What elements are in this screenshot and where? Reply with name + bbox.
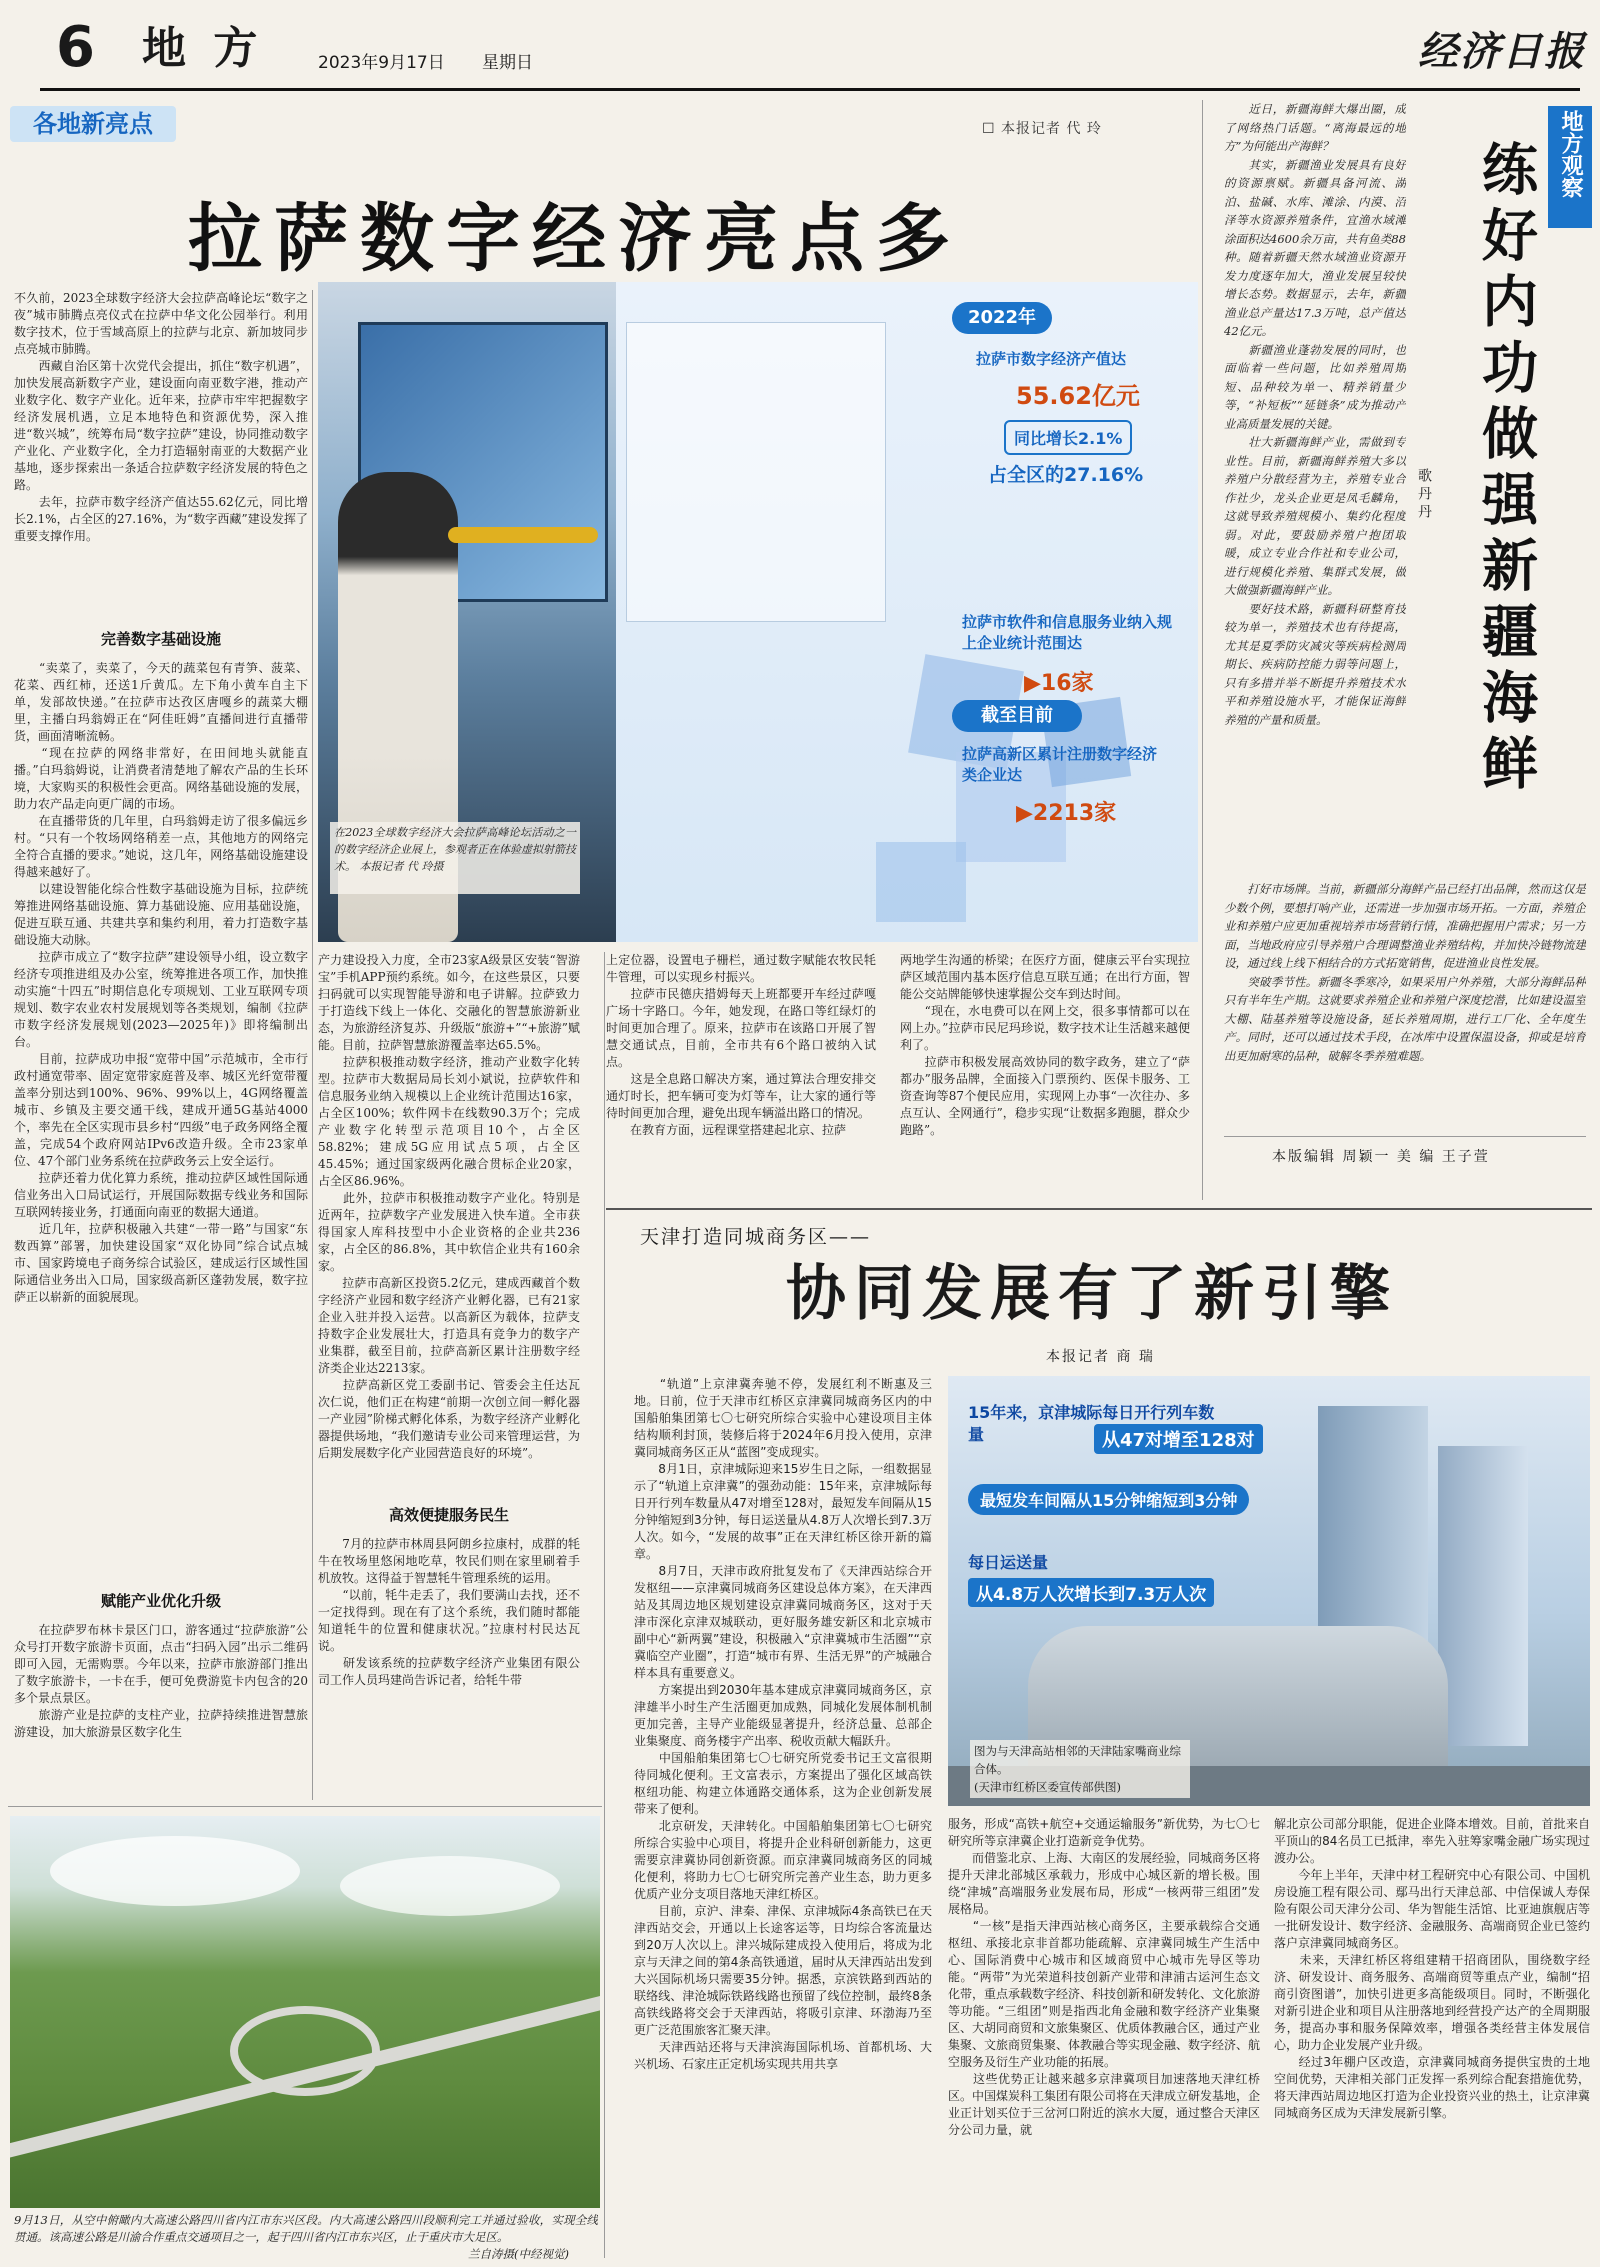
highway-interchange	[230, 2006, 380, 2096]
map-panel	[626, 322, 886, 622]
bow-prop	[448, 527, 598, 543]
article2-col1: “轨道”上京津冀奔驰不停，发展红利不断惠及三地。日前，位于天津市红桥区京津冀同城商务区内的中国船舶集团第七〇七研究所综合实验中心建设项目主体结构顺利封顶，装修后将于2024年6月投入使用，京津冀同城商务区正从“蓝图”变成现实。 8月1日，京津城际迎来15岁生日之际，一组数据显示了“轨道上京津冀”的强劲动能：15年来，京津城际每日开行列车数量从47对增至128对，最短发车间隔从15分钟缩短到3分钟，每日运送量从4.8万人次增长到7.3万人次。如今，“发展的故事”正在天津红桥区徐开新的篇章。 8月7日，天津市政府批复发布了《天津西站综合开发枢纽——京津冀同城商务区建设总体方案》，在天津西站及其周边地区规划建设京津冀同城商务区，这对于天津市深化京津双城联动，更好服务雄安新区和北京城市副中心“新两翼”建设，积极融入“京津冀城市生活圈”“京冀临空产业圈”，打造“城市有界、生活无界”的产城融合样本具有重要意义。 方案提出到2030年基本建成京津冀同城商务区，京津雄半小时生产生活圈更加成熟，同城化发展体制机制更加完善，主导产业能级显著提升，经济总量、总部企业集聚度、商务楼宇产出率、税收贡献大幅跃升。 中国船舶集团第七〇七研究所党委书记王文富很期待同城化便利。王文富表示，方案提出了强化区域高铁枢纽功能、构建立体通路交通体系，这为企业创新发展带来了便利。 北京研发，天津转化。中国船舶集团第七〇七研究所综合实验中心项目，将提升企业科研创新能力，这更需要京津冀协同创新资源。而京津冀同城商务区的同城化便利，将助力七〇七研究所完善产业生态，助力更多优质产业分支项目落地天津红桥区。 目前，京沪、津秦、津保、京津城际4条高铁已在天津西站交会，开通以上长途客运等，日均综合客流量达到20万人次以上。津兴城际建成投入使用后，将成为北京与天津之间的第4条高铁通道，届时从天津西站出发到大兴国际机场只需要35分钟。据悉，京滨铁路到西站的联络线、津沧城际铁路线路也预留了线位控制，最终8条高铁线路将交会于天津西站，将吸引京津、环渤海乃至更广泛范围旅客汇聚天津。 天津西站还将与天津滨海国际机场、首都机场、大兴机场、石家庄正定机场实现共用共享	[634, 1377, 932, 2071]
article1-subhead-infrastructure: 完善数字基础设施	[100, 630, 221, 648]
article1-infographic	[616, 282, 1198, 942]
date-badge: 截至目前	[952, 700, 1082, 732]
paper-logo: 经济日报	[1418, 28, 1586, 75]
highway-photo	[10, 1816, 600, 2208]
article2-col3: 解北京公司部分职能，促进企业降本增效。目前，首批来自平顶山的84名员工已抵津，率先入驻筹家嘴金融广场实现过渡办公。 今年上半年，天津中材工程研究中心有限公司、中国机房设施工程有限公司、鄢马出行天津总部、中信保诚人寿保险有限公司天津分公司、华为智能生活馆、比亚迪旗舰店等一批研发设计、数字经济、金融服务、高端商贸企业已签约落户京津冀同城商务区。 未来，天津红桥区将组建精干招商团队，围绕数字经济、研发设计、商务服务、高端商贸等重点产业，编制“招商引资图谱”，加快引进更多高能级项目。同时，不断强化对新引进企业和项目从注册落地到经营投产达产的全周期服务，提高办事和服务保障效率，增强各类经营主体发展信心，助力企业发展产业升级。 经过3年棚户区改造，京津冀同城商务提供宝贵的土地空间优势，天津相关部门正发挥一系列综合配套措施优势，将天津西站周边地区打造为企业投资兴业的热土，让京津冀同城商务区成为天津发展新引擎。	[1274, 1817, 1590, 2120]
page-number: 6	[56, 15, 95, 80]
commentary-tag	[1548, 106, 1592, 228]
article1-subhead-industry: 赋能产业优化升级	[100, 1592, 221, 1610]
mist-cloud	[50, 1836, 300, 1906]
highway-photo-caption: 9月13日，从空中俯瞰内大高速公路四川省内江市东兴区段。内大高速公路四川段顺利完工并通过验收，实现全线贯通。该高速公路是川渝合作重点交通项目之一，起于四川省内江市东兴区，止于重庆市大足区。	[14, 2213, 598, 2244]
stat-software-label: 拉萨市软件和信息服务业纳入规上企业统计范围达	[962, 613, 1173, 652]
masthead-rule	[40, 88, 1580, 91]
column-divider	[312, 290, 313, 1800]
commentary-headline: 练好内功做强新疆海鲜	[1473, 140, 1538, 800]
commentary-tag-label: 地方观察	[1558, 110, 1583, 198]
year-badge: 2022年	[952, 302, 1052, 334]
article2-col2: 服务，形成“高铁+航空+交通运输服务”新优势，为七〇七研究所等京津冀企业打造新竞争优势。 而借鉴北京、上海、大南区的发展经验，同城商务区将提升天津北部城区承载力，形成中心城区新的增长极。围绕“津城”高端服务业发展布局，形成“一核两带三组团”发展格局。 “一核”是指天津西站核心商务区，主要承载综合交通枢纽、承接北京非首都功能疏解、京津冀同城生产生活中心、国际消费中心城市和区域商贸中心城市先导区等功能。“两带”为光荣道科技创新产业带和津浦古运河生态文化带，重点承载数字经济、科技创新和研发转化、文化旅游等功能。“三组团”则是指西北角金融和数字经济产业集聚区、大胡同商贸和文旅集聚区、优质体教融合区，通过产业集聚、文旅商贸集聚、体教融合等实现金融、数字经济、航空服务及衍生产业功能的拓展。 这些优势正让越来越多京津冀项目加速落地天津红桥区。中国煤炭科工集团有限公司将在天津成立研发基地，企业正计划买位于三岔河口附近的滨水大厦，通过整合天津区分公司力量，就	[948, 1817, 1260, 2137]
article1-col1-infrastructure: “卖菜了，卖菜了，今天的蔬菜包有青笋、菠菜、花菜、西红柿，还送1斤黄瓜。左下角小黄车自主下单，发部故快递。”在拉萨市达孜区唐嘎乡的蔬菜大棚里，主播白玛翁姆正在“阿佳旺姆”直播间进行直播带货，画面清晰流畅。 “现在拉萨的网络非常好，在田间地头就能直播。”白玛翁姆说，让消费者清楚地了解农产品的生长环境，大家购买的积极性会更高。网络基础设施的发展，助力农产品走向更广阔的市场。 在直播带货的几年里，白玛翁姆走访了很多偏远乡村。“只有一个牧场网络稍差一点，其他地方的网络完全符合直播的要求。”她说，这几年，网络基础设施建设得越来越好了。 以建设智能化综合性数字基础设施为目标，拉萨统筹推进网络基础设施、算力基础设施、应用基础设施，促进互联互通、共建共享和集约利用，着力打造数字基础设施大动脉。 拉萨市成立了“数字拉萨”建设领导小组，设立数字经济专项推进组及办公室，统筹推进各项工作，加快推动实施“十四五”时期信息化专项规划、工业互联网专项规划、数字农业农村发展规划等各类规划，编制《拉萨市数字经济发展规划(2023—2025年)》即将编制出台。 目前，拉萨成功申报“宽带中国”示范城市，全市行政村通宽带率、固定宽带家庭普及率、城区光纤宽带覆盖率分别达到100%、96%、99%以上，4G网络覆盖城市、乡镇及主要交通干线，建成开通5G基站4000个，率先在全区实现市县乡村“四级”电子政务网络全覆盖，完成54个政府网站IPv6改造升级。全市23家单位、47个部门业务系统在拉萨政务云上安全运行。 拉萨还着力优化算力系统，推动拉萨区域性国际通信业务出入口局试运行，开展国际数据专线业务和国际互联网转接业务，打通面向南亚的数据大通道。 近几年，拉萨积极融入共建“一带一路”与国家“东数西算”部署，加快建设国家“双化协同”综合试点城市、国家跨境电子商务综合试验区，建成运行区域性国际通信业务出入口局，国家级高新区蓬勃发展，数字拉萨正以崭新的面貌展现。	[14, 661, 308, 1304]
stat-enterprises-label: 拉萨高新区累计注册数字经济类企业达	[962, 745, 1158, 784]
article2-top-rule	[606, 1208, 1592, 1210]
stat-share-label: 占全区的27.16%	[988, 464, 1144, 486]
editor-line: 本版编辑 周颖一 美 编 王子萱	[1272, 1149, 1490, 1165]
issue-date: 2023年9月17日	[318, 53, 445, 73]
section-name: 地 方	[142, 23, 264, 74]
stat-passengers-value: 从4.8万人次增长到7.3万人次	[968, 1578, 1214, 1607]
column-divider	[1202, 100, 1203, 1200]
stat-passengers-head: 每日运送量	[968, 1553, 1049, 1572]
article1-reporter: ☐ 本报记者 代 玲	[982, 121, 1102, 137]
article2-headline: 协同发展有了新引擎	[786, 1259, 1398, 1329]
article2-photo-caption: 图为与天津高站相邻的天津陆家嘴商业综合体。 (天津市红桥区委宣传部供图)	[970, 1740, 1190, 1798]
article1-headline: 拉萨数字经济亮点多	[188, 196, 962, 282]
mist-cloud	[340, 1856, 560, 1916]
cube-decoration	[876, 842, 966, 922]
commentary-body-top: 近日，新疆海鲜大爆出圈，成了网络热门话题。“离海最远的地方”为何能出产海鲜？ 其实，新疆渔业发展具有良好的资源禀赋。新疆具备河流、湖泊、盐碱、水库、滩涂、内漠、沼泽等水资源养殖条件，宜渔水域滩涂面积达4600余万亩，共有鱼类88种。随着新疆天然水域渔业资源开发力度逐年加大，渔业发展呈较快增长态势。数据显示，去年，新疆渔业总产量达17.3万吨，总产值达42亿元。 新疆渔业蓬勃发展的同时，也面临着一些问题，比如养殖周期短、品种较为单一、精养销量少等，“补短板”“延链条”成为推动产业高质量发展的关键。 壮大新疆海鲜产业，需做到专业性。目前，新疆海鲜养殖大多以养殖户分散经营为主，养殖专业合作社少，龙头企业更是凤毛麟角，这就导致养殖规模小、集约化程度弱。对此，要鼓励养殖户抱团取暖，成立专业合作社和专业公司，进行规模化养殖、集群式发展，做大做强新疆海鲜产业。 要好技术路，新疆科研整育技较为单一，养殖技术也有待提高，尤其是夏季防灾减灾等疾病检测周期长、疾病防控能力弱等问题上，只有多措并举不断提升养殖技术水平和养殖设施水平，才能保证海鲜养殖的产量和质量。	[1224, 102, 1406, 727]
stat-enterprises-value: ▶2213家	[1016, 801, 1117, 826]
stat-trains-head: 15年来，京津城际每日开行列车数量	[968, 1403, 1215, 1444]
column-divider	[604, 952, 605, 2258]
highway-photo-credit: 兰自涛摄(中经视觉)	[468, 2247, 569, 2261]
tower-building	[1438, 1446, 1528, 1746]
issue-weekday: 星期日	[482, 53, 533, 73]
article1-col2b: 7月的拉萨市林周县阿朗乡拉康村，成群的牦牛在牧场里悠闲地吃草，牧民们则在家里刷着手机放牧。这得益于智慧牦牛管理系统的运用。 “以前，牦牛走丢了，我们要满山去找，还不一定找得到。现在有了这个系统，我们随时都能知道牦牛的位置和健康状况。”拉康村村民达瓦说。 研发该系统的拉萨数字经济产业集团有限公司工作人员玛建尚告诉记者，给牦牛带	[318, 1537, 580, 1687]
section-tag-label: 各地新亮点	[33, 110, 153, 138]
article1-photo-caption: 在2023全球数字经济大会拉萨高峰论坛活动之一的数字经济企业展上，参观者正在体验虚拟射箭技术。 本报记者 代 玲摄	[330, 822, 580, 894]
commentary-author: 歌丹丹	[1416, 468, 1432, 522]
masthead	[0, 0, 1600, 92]
article1-col3: 上定位器，设置电子栅栏，通过数字赋能农牧民牦牛管理，可以实现乡村振兴。 拉萨市民德庆措姆每天上班都要开车经过萨嘎广场十字路口。今年，她发现，在路口等红绿灯的时间更加合理了。原来，拉萨市在该路口开展了智慧交通试点，目前，全市共有6个路口被纳入试点。 这是全息路口解决方案，通过算法合理安排交通灯时长，把车辆可变为灯等车，让大家的通行等待时间更加合理，避免出现车辆溢出路口的情况。 在教育方面，远程课堂搭建起北京、拉萨	[606, 953, 876, 1137]
article1-col2: 产力建设投入力度，全市23家A级景区安装“智游宝”手机APP预约系统。如今，在这些景区，只要扫码就可以实现智能导游和电子讲解。拉萨致力于打造线下线上一体化、交融化的智慧旅游新业态，为旅游经济复苏、升级版“旅游+”“+旅游”赋能。目前，拉萨智慧旅游覆盖率达65.5%。 拉萨积极推动数字经济，推动产业数字化转型。拉萨市大数据局局长刘小斌说，拉萨软件和信息服务业纳入规模以上企业统计范围达16家，占全区100%；软件网卡在线数90.3万个；完成产业数字化转型示范项目10个，占全区58.82%；建成5G应用试点5项，占全区45.45%；通过国家级两化融合贯标企业20家，占全区86.96%。 此外，拉萨市积极推动数字产业化。特别是近两年，拉萨数字产业发展进入快车道。全市获得国家人库科技型中小企业资格的企业共236家，占全区的86.8%，其中软信企业共有160余家。 拉萨市高新区投资5.2亿元，建成西藏首个数字经济产业园和数字经济产业孵化器，已有21家企业入驻并投入运营。以高新区为载体，拉萨支持数字企业发展壮大，打造具有竞争力的数字产业集群，截至目前，拉萨高新区累计注册数字经济类企业达2213家。 拉萨高新区党工委副书记、管委会主任达瓦次仁说，他们正在构建“前期一次创立间一孵化器一产业园”阶梯式孵化体系，为数字经济产业孵化器提供场地，“我们邀请专业公司来管理运营，为后期发展数字化产业园营造良好的环境”。	[318, 953, 580, 1460]
stat-interval: 最短发车间隔从15分钟缩短到3分钟	[968, 1484, 1249, 1515]
article1-col4: 两地学生沟通的桥梁；在医疗方面，健康云平台实现拉萨区域范围内基本医疗信息互联互通；在出行方面，智能公交站牌能够快速掌握公交车到达时间。 “现在，水电费可以在网上交，很多事情都可以在网上办。”拉萨市民尼玛珍说，数字技术让生活越来越便利了。 拉萨市积极发展高效协同的数字政务，建立了“萨都办”服务品牌，全面接入门票预约、医保卡服务、工资查询等87个便民应用，实现网上办事“一次往办、多点互认、全网通行”，稳步实现“让数据多跑腿，群众少跑路”。	[900, 953, 1190, 1137]
article1-subhead-services: 高效便捷服务民生	[388, 1506, 509, 1524]
article2-kicker: 天津打造同城商务区——	[640, 1226, 872, 1248]
section-tag	[10, 106, 176, 142]
stat-growth-label: 同比增长2.1%	[1004, 420, 1132, 455]
section-divider	[8, 1806, 602, 1807]
stat-output-value: 55.62亿元	[1016, 382, 1140, 410]
stat-output-label: 拉萨市数字经济产值达	[976, 350, 1127, 368]
editor-rule	[1224, 1136, 1586, 1137]
article2-reporter: 本报记者 商 瑞	[1046, 1349, 1155, 1365]
article1-col1-intro: 不久前，2023全球数字经济大会拉萨高峰论坛“数字之夜”城市肺腾点亮仪式在拉萨中华文化公园举行。利用数字技术，位于雪域高原上的拉萨与北京、新加坡同步点亮城市肺腾。 西藏自治区第十次党代会提出，抓住“数字机遇”，加快发展高新数字产业，建设面向南亚数字港，推动产业数字化、数字产业化。近年来，拉萨市牢牢把握数字经济发展机遇，立足本地特色和资源优势，深入推进“数兴城”，统筹布局“数字拉萨”建设，协同推动数字产业化、产业数字化，全力打造辐射南亚的大数据产业基地，逐步探索出一条适合拉萨数字经济发展的特色之路。 去年，拉萨市数字经济产值达55.62亿元，同比增长2.1%，占全区的27.16%，为“数字西藏”建设发挥了重要支撑作用。	[14, 291, 308, 543]
commentary-body-bottom: 打好市场牌。当前，新疆部分海鲜产品已经打出品牌，然而这仅是少数个例，要想打响产业，还需进一步加强市场开拓。一方面，养殖企业和养殖户应更加重视培养市场营销行情，准确把握用户需求；另一方面，当地政府应引导养殖户合理调整渔业养殖结构，并加快冷链物流建设，通过线上线下相结合的方式拓宽销售，促进渔业良性发展。 突破季节性。新疆冬季寒冷，如果采用户外养殖，大部分海鲜品种只有半年生产期。这就要求养殖企业和养殖户深度挖潜，比如建设温室大棚、陆基养殖等设施设备，延长养殖周期，进行工厂化、全年度生产。同时，还可以通过技术手段，在冰库中设置保温设备，抑或是培育出更加耐寒的品种，破解冬季养殖难题。	[1224, 882, 1586, 1063]
article1-col1-industry: 在拉萨罗布林卡景区门口，游客通过“拉萨旅游”公众号打开数字旅游卡页面，点击“扫码入园”出示二维码即可入园，无需购票。今年以来，拉萨市旅游部门推出了数字旅游卡，一卡在手，便可免费游览卡内包含的20多个景点景区。 旅游产业是拉萨的支柱产业，拉萨持续推进智慧旅游建设，加大旅游景区数字化生	[14, 1623, 308, 1739]
stat-software-value: ▶16家	[1024, 671, 1094, 696]
stat-trains-value: 从47对增至128对	[1094, 1424, 1263, 1454]
